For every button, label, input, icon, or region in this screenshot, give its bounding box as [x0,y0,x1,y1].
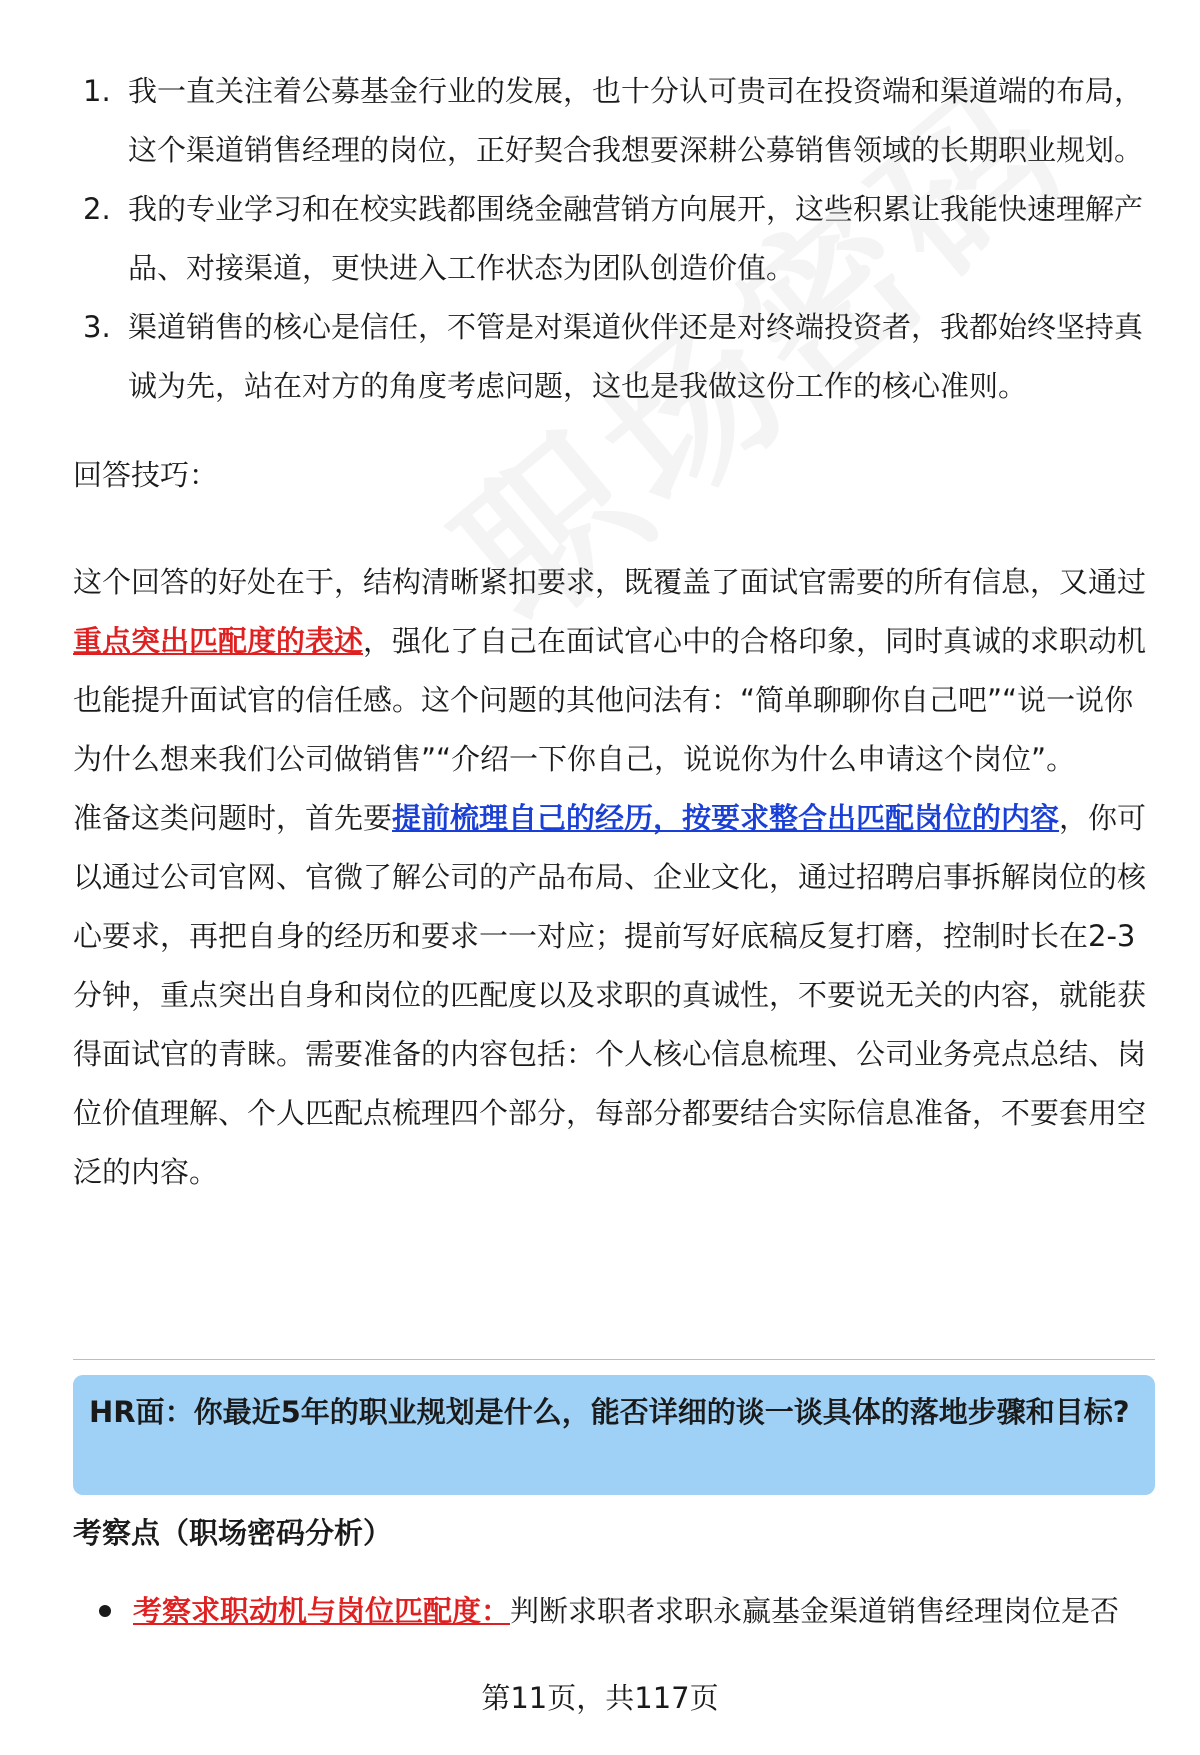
tips-heading: 回答技巧： [73,458,219,492]
list-number: 3. [83,310,111,344]
analysis-heading: 考察点（职场密码分析） [73,1516,393,1550]
list-text: 渠道销售的核心是信任，不管是对渠道伙伴还是对终端投资者，我都始终坚持真诚为先，站在对方的角度考虑问题，这也是我做这份工作的核心准则。 [128,310,1144,403]
hr-question-text: HR面：你最近5年的职业规划是什么，能否详细的谈一谈具体的落地步骤和目标? [89,1395,1130,1429]
answer-list [73,62,1155,416]
paragraph-text: 这个回答的好处在于，结构清晰紧扣要求，既覆盖了面试官需要的所有信息，又通过 [73,565,1147,599]
list-text: 我的专业学习和在校实践都围绕金融营销方向展开，这些积累让我能快速理解产品、对接渠道，更快进入工作状态为团队创造价值。 [128,192,1144,285]
analysis-bullet [73,1586,1155,1636]
list-number: 1. [83,74,111,108]
highlight-blue-text: 提前梳理自己的经历，按要求整合出匹配岗位的内容 [392,801,1060,835]
bullet-label: 考察求职动机与岗位匹配度： [133,1594,511,1628]
bullet-text: 判断求职者求职永赢基金渠道销售经理岗位是否 [510,1594,1120,1628]
page-footer: 第11页，共117页 [481,1681,719,1715]
list-number: 2. [83,192,111,226]
tips-paragraph-2 [73,789,1155,1202]
list-item [73,180,1155,298]
list-item [73,62,1155,180]
paragraph-text: ，你可以通过公司官网、官微了解公司的产品布局、企业文化，通过招聘启事拆解岗位的核心要求，再把自身的经历和要求一一对应；提前写好底稿反复打磨，控制时长在2-3分钟，重点突出自身和岗位的匹配度以及求职的真诚性，不要说无关的内容，就能获得面试官的青睐。需要准备的内容包括：个人核心信息梳理、公司业务亮点总结、岗位价值理解、个人匹配点梳理四个部分，每部分都要结合实际信息准备，不要套用空泛的内容。 [73,801,1147,1189]
highlight-red-text: 重点突出匹配度的表述 [73,624,364,658]
main-content [73,62,1155,1202]
list-text: 我一直关注着公募基金行业的发展，也十分认可贵司在投资端和渠道端的布局，这个渠道销售经理的岗位，正好契合我想要深耕公募销售领域的长期职业规划。 [128,74,1144,167]
paragraph-text: ，强化了自己在面试官心中的合格印象，同时真诚的求职动机也能提升面试官的信任感。这个问题的其他问法有：“简单聊聊你自己吧”“说一说你为什么想来我们公司做销售”“介绍一下你自己，说说你为什么申请这个岗位”。 [73,624,1147,776]
hr-question-box [73,1375,1155,1495]
bullet-dot-icon [99,1605,111,1617]
section-divider [73,1359,1155,1360]
list-item [73,298,1155,416]
tips-paragraph-1 [73,553,1155,789]
paragraph-text: 准备这类问题时，首先要 [73,801,393,835]
